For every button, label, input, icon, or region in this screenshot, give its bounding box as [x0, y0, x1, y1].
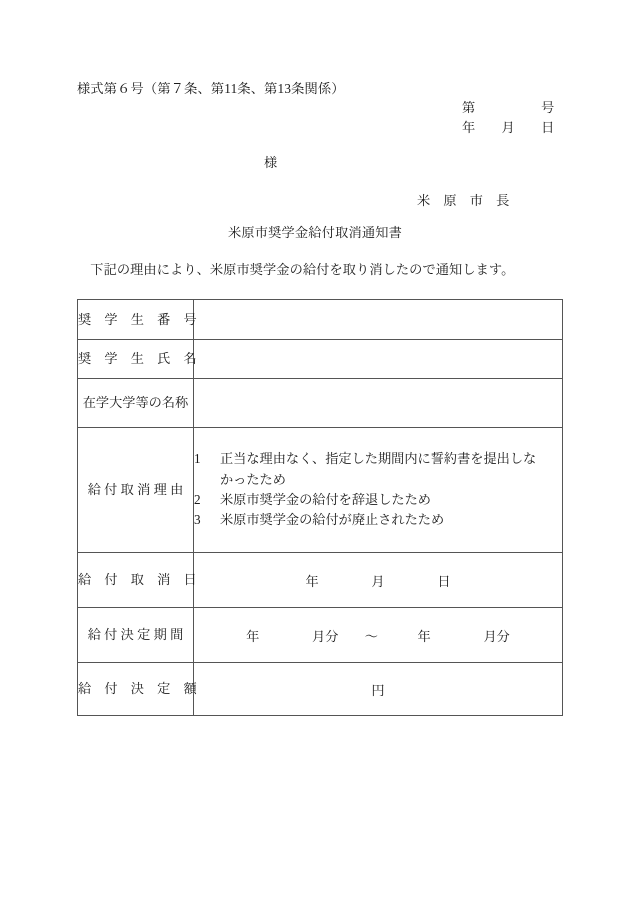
form-number: 様式第６号（第７条、第11条、第13条関係） [77, 81, 345, 96]
table-row [78, 553, 563, 608]
row-label-cancellation-reason [78, 428, 194, 553]
list-item[interactable] [194, 449, 562, 490]
value-text: 年 月分 ～ 年 月分 [246, 628, 510, 644]
reason-text: 正当な理由なく、指定した期間内に誓約書を提出しなかったため [220, 451, 537, 487]
reason-list [194, 449, 562, 531]
row-label-cancellation-date [78, 553, 197, 608]
value-text: 年 月 日 [305, 573, 451, 589]
notification-table [77, 299, 563, 716]
table-row [78, 663, 563, 716]
row-value-scholar-name[interactable] [194, 340, 563, 379]
label-text: 給 付 決 定 期 間 [87, 627, 184, 643]
row-label-scholar-name [78, 340, 197, 379]
list-item[interactable] [194, 490, 562, 510]
row-label-scholar-number [78, 300, 197, 340]
row-value-cancellation-date[interactable] [194, 553, 563, 608]
reason-index: 3 [194, 512, 201, 528]
row-value-university-name[interactable] [194, 379, 563, 428]
row-value-cancellation-reason[interactable] [194, 428, 563, 553]
issuer-name: 米 原 市 長 [417, 193, 510, 208]
label-text: 在学大学等の名称 [82, 395, 189, 411]
label-text: 給 付 取 消 日 [78, 572, 197, 588]
row-value-grant-period[interactable] [194, 608, 563, 663]
addressee-honorific: 様 [264, 155, 278, 170]
label-text: 奨 学 生 氏 名 [78, 351, 197, 367]
label-text: 奨 学 生 番 号 [78, 311, 197, 327]
reason-text: 米原市奨学金の給付を辞退したため [220, 492, 431, 507]
reason-index: 2 [194, 492, 201, 507]
row-label-grant-amount [78, 663, 197, 716]
table-row [78, 379, 563, 428]
row-label-grant-period [78, 608, 194, 663]
row-value-grant-amount[interactable] [194, 663, 563, 716]
document-number-field: 第 号 [462, 100, 555, 115]
reason-text: 米原市奨学金の給付が廃止されたため [220, 512, 445, 528]
table-row [78, 608, 563, 663]
row-value-scholar-number[interactable] [194, 300, 563, 340]
table-row [78, 300, 563, 340]
value-text: 円 [371, 682, 385, 698]
label-text: 給 付 決 定 額 [78, 681, 197, 697]
table-row [78, 340, 563, 379]
document-title: 米原市奨学金給付取消通知書 [227, 225, 403, 240]
document-date-field: 年 月 日 [462, 120, 555, 135]
list-item[interactable] [194, 510, 562, 530]
lead-paragraph: 下記の理由により、米原市奨学金の給付を取り消したので通知します。 [77, 262, 515, 277]
label-text: 給 付 取 消 理 由 [87, 482, 184, 498]
table-row [78, 428, 563, 553]
row-label-university-name [78, 379, 194, 428]
reason-index: 1 [194, 451, 201, 467]
